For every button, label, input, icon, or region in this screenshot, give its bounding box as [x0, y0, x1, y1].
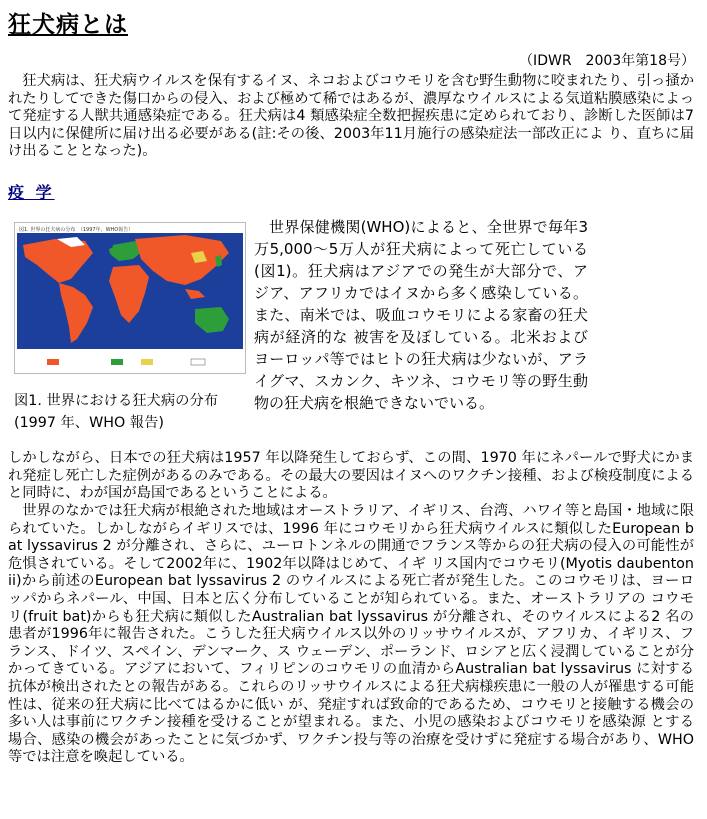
legend-swatch-nodata [191, 359, 205, 365]
legend-swatch-free [111, 359, 123, 365]
world-paragraph: 世界のなかでは狂犬病が根絶された地域はオーストラリア、イギリス、台湾、ハワイ等と島国・地域に限られていた。しかしながらイギリスでは、1996 年にコウモリから狂犬病ウイルスに類似したEuropean bat lyssavirus 2 が分離され、さらに、ユーロトンネルの開通でフランス等からの狂犬病の侵入の可能性が危惧されている。そして2002年に、1902年以降はじめて、イギ リス国内でコウモリ(Myotis daubentonii)から前述のEuropean bat lyssavirus 2 のウイルスによる死亡者が発生した。このコウモリは、ヨーロッパからネパール、中国、日本と広く分布していることが知られている。また、オーストラリアの コウモリ(fruit bat)からも狂犬病に類似したAustralian bat lyssavirus が分離され、そのウイルスによる2 名の患者が1996年に報告された。こうした狂犬病ウイルス以外のリッサウイルスが、アフリカ、イギリス、フランス、ドイツ、スペイン、デンマーク、ス ウェーデン、ポーランド、ロシアと広く浸潤していることが分かってきている。アジアにおいて、フィリピンのコウモリの血清からAustralian bat lyssavirus に対する抗体が検出されたとの報告がある。これらのリッサウイルスによる狂犬病様疾患に一般の人が罹患する可能性は、従来の狂犬病に比べてはるかに低い が、発症すれば致命的であるため、コウモリと接触する機会の多い人は事前にワクチン接種を受けることが望まれる。また、小児の感染およびコウモリを感染源 とする場合、感染の機会があったことに気づかず、ワクチン投与等の治療を受けずに発症する場合があり、WHO等では注意を喚起している。 [8, 503, 694, 766]
source-reference: （IDWR 2003年第18号） [519, 53, 695, 69]
intro-paragraph: 狂犬病は、狂犬病ウイルスを保有するイヌ、ネコおよびコウモリを含む野生動物に咬まれたり、引っ掻かれたりしてできた傷口からの侵入、および極めて稀ではあるが、濃厚なウイルスによる気道粘膜感染によって発症する人獣共通感染症である。狂犬病は4 類感染症全数把握疾患に定められており、診断した医師は7日以内に保健所に届け出る必要がある(註:その後、2003年11月施行の感染症法一部改正によ り、直ちに届け出ることとなった)。 [8, 73, 694, 160]
section-heading-epidemiology: 疫 学 [8, 183, 55, 202]
epidemiology-paragraph: 世界保健機関(WHO)によると、全世界で毎年3万5,000〜5万人が狂犬病によって死亡している(図1)。狂犬病はアジアでの発生が大部分で、アジア、アフリカではイヌから多く感染している。また、南米では、吸血コウモリによる家畜の狂犬病が経済的な 被害を及ぼしている。北米およびヨーロッパ等ではヒトの狂犬病は少ないが、アライグマ、スカンク、キツネ、コウモリ等の野生動物の狂犬病を根絶できないでいる。 [254, 218, 588, 412]
world-rabies-map [14, 222, 246, 374]
legend-swatch-endemic [47, 359, 59, 365]
japan-paragraph: しかしながら、日本での狂犬病は1957 年以降発生しておらず、この間、1970 年にネパールで野犬にかまれ発症し死亡した症例があるのみである。その最大の要因はイヌへのワクチン接種、および検疫制度によると同時に、わが国が島国であるということによる。 [8, 450, 694, 502]
figure-caption: 図1. 世界における狂犬病の分布(1997 年、WHO 報告) [14, 393, 219, 431]
world-map-image [15, 223, 245, 373]
page-title: 狂犬病とは [8, 12, 128, 38]
legend-swatch-unknown [141, 359, 153, 365]
map-inner-title: 図1. 世界の狂犬病の分布 （1997年、WHO報告） [19, 227, 134, 233]
